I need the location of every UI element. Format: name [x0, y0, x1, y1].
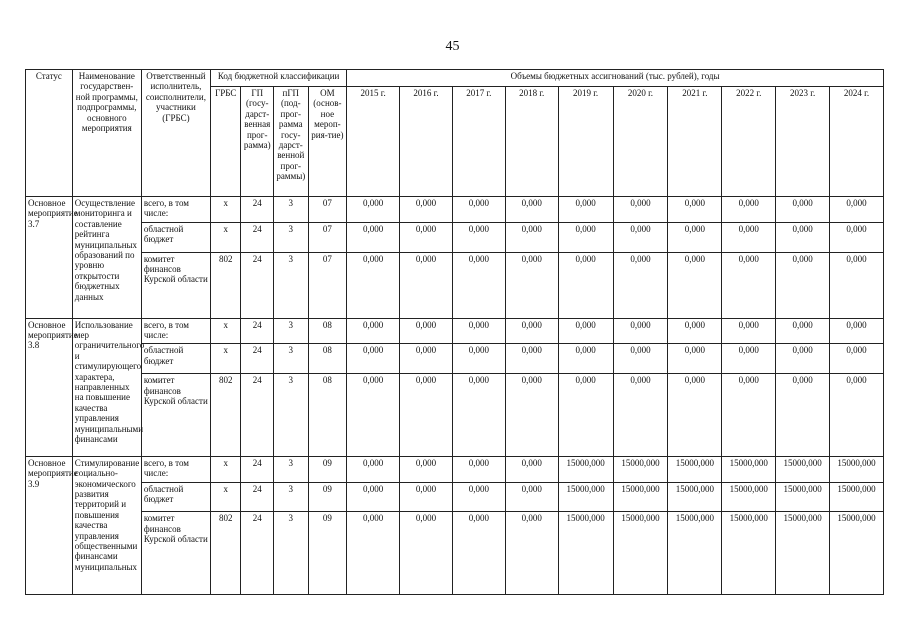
cell-value: 0,000 — [452, 456, 505, 482]
cell-value: 0,000 — [722, 318, 776, 344]
cell-om: 07 — [308, 252, 347, 318]
cell-executor: областной бюджет — [141, 482, 210, 512]
cell-executor: всего, в том числе: — [141, 456, 210, 482]
cell-executor: областной бюджет — [141, 222, 210, 252]
cell-value: 0,000 — [722, 197, 776, 223]
cell-value: 0,000 — [505, 222, 558, 252]
cell-om: 09 — [308, 482, 347, 512]
cell-value: 0,000 — [558, 197, 613, 223]
cell-value: 0,000 — [776, 197, 830, 223]
cell-value: 0,000 — [505, 482, 558, 512]
cell-value: 0,000 — [452, 344, 505, 374]
table-row — [26, 344, 884, 374]
cell-value: 0,000 — [558, 344, 613, 374]
header-year: 2017 г. — [452, 87, 505, 197]
budget-table — [25, 69, 884, 595]
header-year: 2022 г. — [722, 87, 776, 197]
cell-pgp: 3 — [274, 222, 309, 252]
cell-value: 15000,000 — [722, 482, 776, 512]
cell-gp: 24 — [241, 197, 274, 223]
cell-value: 0,000 — [613, 222, 668, 252]
cell-pgp: 3 — [274, 374, 309, 456]
cell-value: 0,000 — [452, 482, 505, 512]
cell-value: 15000,000 — [830, 482, 884, 512]
cell-value: 0,000 — [400, 344, 453, 374]
cell-om: 08 — [308, 318, 347, 344]
cell-gp: 24 — [241, 512, 274, 595]
header-row-top — [26, 70, 884, 87]
cell-gp: 24 — [241, 482, 274, 512]
cell-value: 0,000 — [505, 374, 558, 456]
cell-grbs: х — [211, 197, 241, 223]
cell-om: 09 — [308, 456, 347, 482]
cell-pgp: 3 — [274, 456, 309, 482]
cell-value: 0,000 — [830, 318, 884, 344]
cell-gp: 24 — [241, 252, 274, 318]
cell-name: Использование мер ограничительного и стимулирующего характера, направленных на повышение качества управления муниципальными финансами — [72, 318, 141, 456]
header-year: 2016 г. — [400, 87, 453, 197]
cell-value: 0,000 — [613, 344, 668, 374]
table-row — [26, 252, 884, 318]
cell-value: 0,000 — [613, 252, 668, 318]
header-year: 2015 г. — [347, 87, 400, 197]
cell-gp: 24 — [241, 374, 274, 456]
cell-grbs: х — [211, 222, 241, 252]
cell-pgp: 3 — [274, 512, 309, 595]
budget-table-body — [26, 197, 884, 595]
cell-value: 0,000 — [668, 344, 722, 374]
table-row — [26, 374, 884, 456]
cell-value: 0,000 — [400, 456, 453, 482]
cell-executor: областной бюджет — [141, 344, 210, 374]
cell-value: 0,000 — [452, 318, 505, 344]
cell-value: 0,000 — [558, 318, 613, 344]
cell-value: 15000,000 — [830, 512, 884, 595]
cell-grbs: х — [211, 456, 241, 482]
cell-om: 07 — [308, 222, 347, 252]
header-pgp: пГП (под-прог-рамма госу-дарст-венной прог-раммы) — [274, 87, 309, 197]
cell-value: 0,000 — [668, 318, 722, 344]
cell-value: 15000,000 — [613, 512, 668, 595]
header-gp: ГП (госу-дарст-венная прог-рамма) — [241, 87, 274, 197]
cell-value: 0,000 — [452, 222, 505, 252]
header-name: Наименование государствен-ной программы, подпрограммы, основного мероприятия — [72, 70, 141, 197]
cell-value: 0,000 — [347, 456, 400, 482]
cell-value: 0,000 — [776, 252, 830, 318]
cell-value: 0,000 — [776, 318, 830, 344]
cell-executor: комитет финансов Курской области — [141, 374, 210, 456]
cell-value: 0,000 — [830, 344, 884, 374]
cell-executor: комитет финансов Курской области — [141, 252, 210, 318]
cell-value: 0,000 — [776, 374, 830, 456]
cell-value: 0,000 — [452, 197, 505, 223]
cell-value: 0,000 — [722, 222, 776, 252]
cell-value: 0,000 — [505, 512, 558, 595]
cell-value: 0,000 — [558, 252, 613, 318]
cell-value: 0,000 — [400, 252, 453, 318]
cell-value: 15000,000 — [558, 456, 613, 482]
cell-value: 0,000 — [613, 318, 668, 344]
cell-value: 15000,000 — [722, 512, 776, 595]
cell-value: 0,000 — [347, 197, 400, 223]
cell-grbs: 802 — [211, 512, 241, 595]
cell-value: 0,000 — [347, 344, 400, 374]
cell-value: 0,000 — [347, 252, 400, 318]
header-executor: Ответственный исполнитель, соисполнители, участники (ГРБС) — [141, 70, 210, 197]
cell-value: 0,000 — [830, 374, 884, 456]
cell-value: 15000,000 — [668, 456, 722, 482]
header-year: 2018 г. — [505, 87, 558, 197]
cell-value: 0,000 — [668, 374, 722, 456]
cell-value: 15000,000 — [668, 512, 722, 595]
cell-executor: комитет финансов Курской области — [141, 512, 210, 595]
cell-value: 0,000 — [452, 512, 505, 595]
header-year: 2019 г. — [558, 87, 613, 197]
table-row — [26, 456, 884, 482]
cell-om: 09 — [308, 512, 347, 595]
header-volumes-group: Объемы бюджетных ассигнований (тыс. рублей), годы — [347, 70, 884, 87]
cell-value: 0,000 — [830, 197, 884, 223]
cell-value: 0,000 — [558, 374, 613, 456]
cell-value: 0,000 — [668, 222, 722, 252]
cell-executor: всего, в том числе: — [141, 318, 210, 344]
cell-gp: 24 — [241, 456, 274, 482]
cell-value: 15000,000 — [776, 482, 830, 512]
cell-value: 0,000 — [776, 344, 830, 374]
cell-value: 0,000 — [613, 197, 668, 223]
table-row — [26, 512, 884, 595]
cell-pgp: 3 — [274, 482, 309, 512]
cell-gp: 24 — [241, 318, 274, 344]
cell-pgp: 3 — [274, 344, 309, 374]
cell-grbs: х — [211, 344, 241, 374]
cell-value: 0,000 — [505, 456, 558, 482]
cell-grbs: 802 — [211, 252, 241, 318]
cell-value: 0,000 — [722, 344, 776, 374]
cell-grbs: х — [211, 318, 241, 344]
header-status: Статус — [26, 70, 73, 197]
cell-executor: всего, в том числе: — [141, 197, 210, 223]
header-year: 2023 г. — [776, 87, 830, 197]
cell-value: 0,000 — [452, 252, 505, 318]
cell-value: 0,000 — [452, 374, 505, 456]
cell-value: 0,000 — [347, 374, 400, 456]
cell-status: Основное мероприятие 3.7 — [26, 197, 73, 319]
cell-value: 0,000 — [830, 252, 884, 318]
cell-name: Осуществление мониторинга и составление рейтинга муниципальных образований по уровню открытости бюджетных данных — [72, 197, 141, 319]
cell-value: 15000,000 — [668, 482, 722, 512]
cell-value: 0,000 — [400, 512, 453, 595]
header-year: 2024 г. — [830, 87, 884, 197]
cell-om: 08 — [308, 344, 347, 374]
cell-value: 0,000 — [505, 252, 558, 318]
cell-value: 0,000 — [558, 222, 613, 252]
page-number: 45 — [445, 39, 460, 54]
cell-value: 0,000 — [347, 318, 400, 344]
cell-gp: 24 — [241, 222, 274, 252]
cell-value: 0,000 — [668, 197, 722, 223]
table-row — [26, 482, 884, 512]
cell-value: 0,000 — [613, 374, 668, 456]
cell-value: 0,000 — [668, 252, 722, 318]
cell-om: 07 — [308, 197, 347, 223]
cell-value: 0,000 — [505, 318, 558, 344]
cell-value: 15000,000 — [613, 482, 668, 512]
cell-value: 0,000 — [722, 252, 776, 318]
cell-value: 0,000 — [400, 318, 453, 344]
cell-value: 0,000 — [347, 512, 400, 595]
cell-status: Основное мероприятие 3.9 — [26, 456, 73, 594]
cell-pgp: 3 — [274, 197, 309, 223]
cell-value: 15000,000 — [558, 482, 613, 512]
cell-value: 15000,000 — [776, 456, 830, 482]
cell-pgp: 3 — [274, 318, 309, 344]
cell-value: 0,000 — [347, 222, 400, 252]
cell-grbs: х — [211, 482, 241, 512]
cell-grbs: 802 — [211, 374, 241, 456]
cell-value: 0,000 — [830, 222, 884, 252]
cell-pgp: 3 — [274, 252, 309, 318]
table-row — [26, 318, 884, 344]
header-year: 2021 г. — [668, 87, 722, 197]
cell-value: 15000,000 — [613, 456, 668, 482]
header-om: ОМ (основ-ное мероп-рия-тие) — [308, 87, 347, 197]
cell-value: 0,000 — [776, 222, 830, 252]
cell-value: 15000,000 — [722, 456, 776, 482]
cell-value: 0,000 — [400, 222, 453, 252]
cell-status: Основное мероприятие 3.8 — [26, 318, 73, 456]
table-row — [26, 197, 884, 223]
cell-value: 0,000 — [505, 344, 558, 374]
cell-value: 0,000 — [722, 374, 776, 456]
cell-value: 0,000 — [505, 197, 558, 223]
header-year: 2020 г. — [613, 87, 668, 197]
header-code-group: Код бюджетной классификации — [211, 70, 347, 87]
header-grbs: ГРБС — [211, 87, 241, 197]
cell-om: 08 — [308, 374, 347, 456]
cell-value: 0,000 — [400, 482, 453, 512]
cell-value: 15000,000 — [776, 512, 830, 595]
cell-name: Стимулирование социально-экономического развития территорий и повышения качества управления общественными финансами муниципальных — [72, 456, 141, 594]
cell-value: 15000,000 — [830, 456, 884, 482]
cell-value: 0,000 — [400, 374, 453, 456]
cell-value: 15000,000 — [558, 512, 613, 595]
table-row — [26, 222, 884, 252]
cell-gp: 24 — [241, 344, 274, 374]
cell-value: 0,000 — [347, 482, 400, 512]
cell-value: 0,000 — [400, 197, 453, 223]
